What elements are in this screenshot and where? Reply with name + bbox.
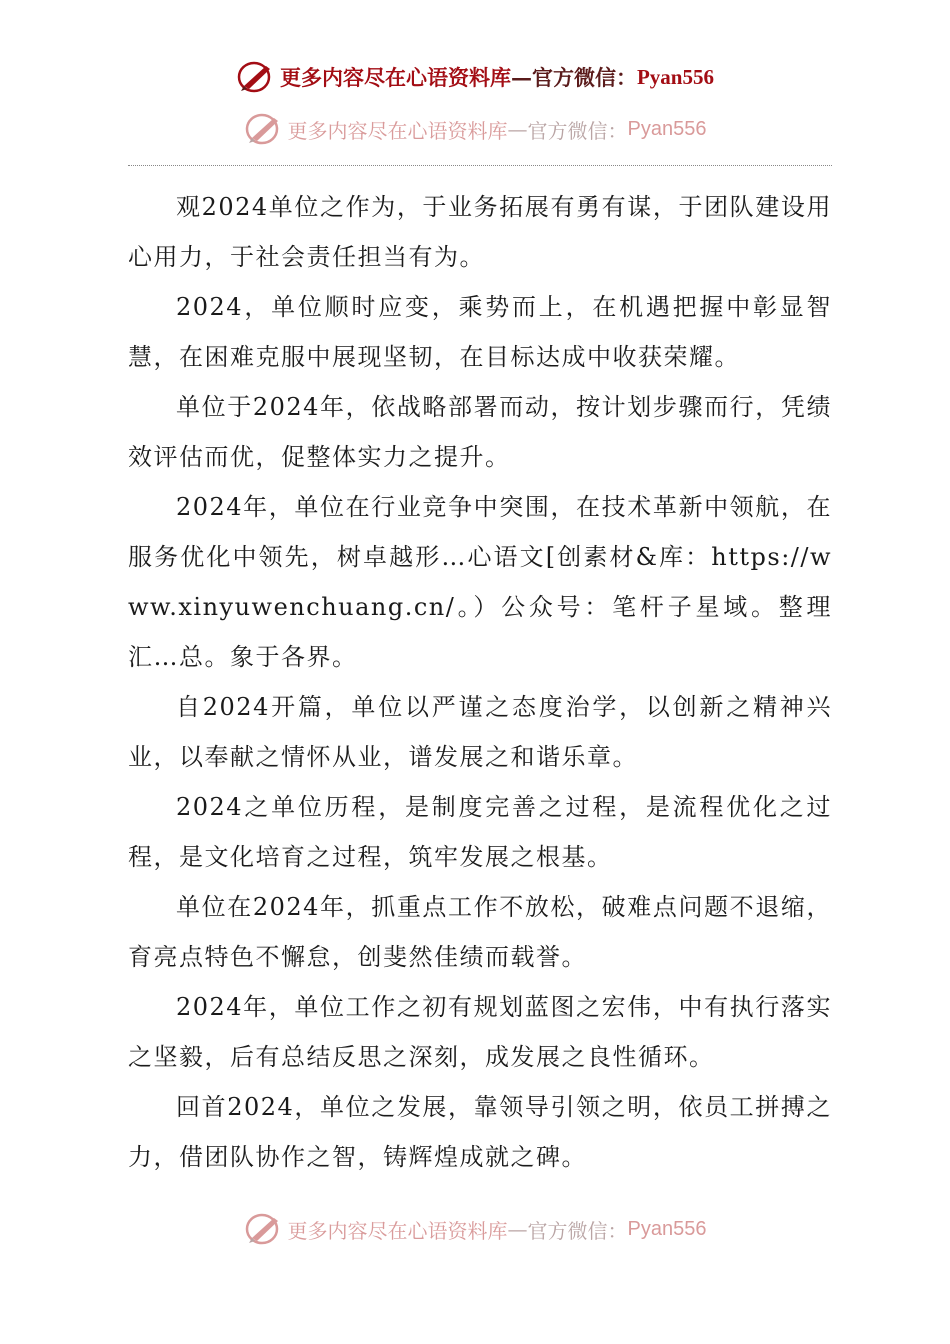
wechat-label: 官方微信： — [527, 1218, 628, 1243]
header-banner — [0, 60, 950, 94]
pen-logo-icon — [244, 1212, 284, 1246]
pen-logo-icon — [236, 60, 276, 94]
paragraph: 自2024开篇，单位以严谨之态度治学，以创新之精神兴业，以奉献之情怀从业，谱发展之和谐乐章。 — [128, 693, 832, 771]
paragraph: 回首2024，单位之发展，靠领导引领之明，依员工拼搏之力，借团队协作之智，铸辉煌成就之碑。 — [128, 1093, 832, 1171]
paragraph: 2024之单位历程，是制度完善之过程，是流程优化之过程，是文化培育之过程，筑牢发展之根基。 — [128, 793, 832, 871]
wechat-id: Pyan556 — [636, 64, 714, 89]
paragraph: 单位在2024年，抓重点工作不放松，破难点问题不退缩，育亮点特色不懈怠，创斐然佳绩而载誉。 — [128, 893, 832, 971]
banner-separator: — — [510, 64, 532, 90]
paragraph: 单位于2024年，依战略部署而动，按计划步骤而行，凭绩效评估而优，促整体实力之提升。 — [128, 393, 832, 471]
document-body — [128, 182, 832, 1182]
paragraph: 2024年，单位工作之初有规划蓝图之宏伟，中有执行落实之坚毅，后有总结反思之深刻，成发展之良性循环。 — [128, 993, 832, 1071]
wechat-label: 官方微信： — [527, 118, 628, 143]
banner-title: 更多内容尽在心语资料库 — [287, 118, 508, 143]
banner-separator: — — [507, 117, 528, 141]
banner-separator: — — [507, 1217, 528, 1241]
wechat-id: Pyan556 — [627, 117, 707, 140]
footer-banner — [0, 1212, 950, 1246]
watermark-banner — [0, 112, 950, 146]
banner-title: 更多内容尽在心语资料库 — [279, 65, 511, 90]
banner-title: 更多内容尽在心语资料库 — [287, 1218, 508, 1243]
wechat-id: Pyan556 — [627, 1217, 707, 1240]
paragraph: 2024年，单位在行业竞争中突围，在技术革新中领航，在服务优化中领先，树卓越形…心语文[创素材&库：https://www.xinyuwenchuang.cn/。）公众号：笔杆子星域。整理汇…总。象于各界。 — [128, 493, 832, 671]
wechat-label: 官方微信： — [531, 65, 637, 90]
paragraph: 2024，单位顺时应变，乘势而上，在机遇把握中彰显智慧，在困难克服中展现坚韧，在目标达成中收获荣耀。 — [128, 293, 832, 371]
pen-logo-icon — [244, 112, 284, 146]
paragraph: 观2024单位之作为，于业务拓展有勇有谋，于团队建设用心用力，于社会责任担当有为。 — [128, 193, 832, 271]
header-divider — [128, 165, 832, 166]
